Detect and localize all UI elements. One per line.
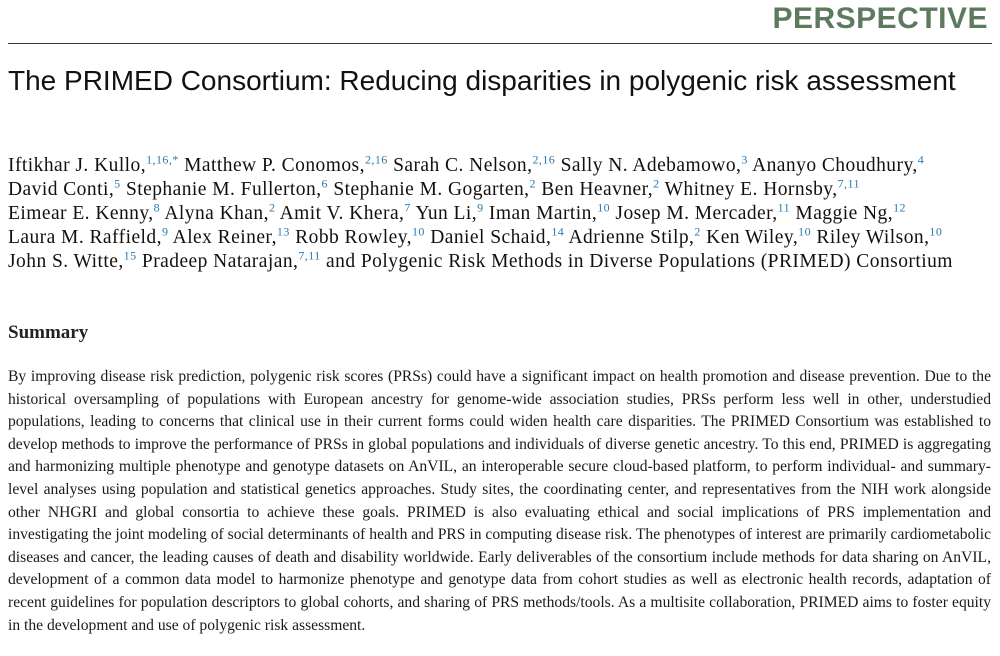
author-name: Ken Wiley,$^{10}$ (706, 224, 812, 248)
affiliation-superscript[interactable]: 1,16,* (146, 152, 179, 167)
consortium-name: and Polygenic Risk Methods in Diverse Populations (PRIMED) Consortium (326, 251, 953, 272)
affiliation-superscript[interactable]: 2 (529, 176, 536, 191)
header-divider (8, 43, 992, 44)
author-list (8, 154, 993, 274)
author-name: Pradeep Natarajan,$^{7,11}$ (141, 248, 321, 272)
affiliation-superscript[interactable]: 2 (653, 176, 660, 191)
affiliation-superscript[interactable]: 10 (597, 200, 611, 215)
affiliation-superscript[interactable]: 10 (411, 224, 425, 239)
author-name: Iman Martin,$^{10}$ (488, 200, 611, 224)
affiliation-superscript[interactable]: 7,11 (298, 248, 321, 263)
affiliation-superscript[interactable]: 2 (268, 200, 276, 215)
summary-heading: Summary (8, 322, 89, 343)
author-name: Ananyo Choudhury,$^4$ (752, 152, 925, 176)
author-name: Alyna Khan,$^2$ (164, 200, 276, 224)
author-name: Sally N. Adebamowo,$^3$ (560, 152, 748, 176)
author-name: John S. Witte,$^{15}$ (8, 248, 137, 272)
author-name: Ben Heavner,$^2$ (541, 176, 660, 200)
affiliation-superscript[interactable]: 8 (153, 200, 161, 215)
affiliation-superscript[interactable]: 11 (777, 200, 791, 215)
author-name: Robb Rowley,$^{10}$ (295, 224, 425, 248)
affiliation-superscript[interactable]: 12 (893, 200, 906, 215)
affiliation-superscript[interactable]: 15 (123, 248, 137, 263)
author-name: Daniel Schaid,$^{14}$ (430, 224, 565, 248)
article-title: The PRIMED Consortium: Reducing disparities in polygenic risk assessment (8, 65, 956, 96)
author-name: Riley Wilson,$^{10}$ (816, 224, 943, 248)
affiliation-superscript[interactable]: 7,11 (837, 176, 860, 191)
author-name: Stephanie M. Gogarten,$^2$ (333, 176, 536, 200)
author-name: Eimear E. Kenny,$^8$ (8, 200, 161, 224)
author-name: Josep M. Mercader,$^{11}$ (615, 200, 791, 224)
author-name: Matthew P. Conomos,$^{2,16}$ (184, 152, 388, 176)
affiliation-superscript[interactable]: 10 (929, 224, 943, 239)
affiliation-superscript[interactable]: 14 (551, 224, 565, 239)
author-name: Alex Reiner,$^{13}$ (172, 224, 290, 248)
affiliation-superscript[interactable]: 7 (404, 200, 411, 215)
author-name: David Conti,$^5$ (8, 176, 121, 200)
affiliation-superscript[interactable]: 2 (694, 224, 701, 239)
author-name: Laura M. Raffield,$^9$ (8, 224, 169, 248)
affiliation-superscript[interactable]: 5 (114, 176, 121, 191)
author-name: Adrienne Stilp,$^2$ (568, 224, 701, 248)
affiliation-superscript[interactable]: 6 (321, 176, 328, 191)
author-name: Sarah C. Nelson,$^{2,16}$ (393, 152, 556, 176)
affiliation-superscript[interactable]: 10 (798, 224, 812, 239)
author-name: Maggie Ng,$^{12}$ (795, 200, 906, 224)
affiliation-superscript[interactable]: 13 (276, 224, 290, 239)
author-name: Yun Li,$^9$ (415, 200, 484, 224)
author-name: Stephanie M. Fullerton,$^6$ (125, 176, 328, 200)
summary-text: By improving disease risk prediction, polygenic risk scores (PRSs) could have a significant impact on health promotion and disease prevention. Due to the historical oversampling of populations with European ancestry for genome-wide association studies, PRSs perform less well in other, understudied populations, leading to concerns that clinical use in their current forms could widen health care disparities. The PRIMED Consortium was established to develop methods to improve the performance of PRSs in global populations and individuals of diverse genetic ancestry. To this end, PRIMED is aggregating and harmonizing multiple phenotype and genotype datasets on AnVIL, an interoperable secure cloud-based platform, to perform individual- and summary-level analyses using population and statistical genetics approaches. Study sites, the coordinating center, and representatives from the NIH work alongside other NHGRI and global consortia to achieve these goals. PRIMED is also evaluating ethical and social implications of PRS implementation and investigating the joint modeling of social determinants of health and PRS in computing disease risk. The phenotypes of interest are primarily cardiometabolic diseases and cancer, the leading causes of death and disability worldwide. Early deliverables of the consortium include methods for data sharing on AnVIL, development of a common data model to harmonize phenotype and genotype data from cohort studies as well as electronic health records, adaptation of recent guidelines for population descriptors to global cohorts, and sharing of PRS methods/tools. As a multisite collaboration, PRIMED aims to foster equity in the development and use of polygenic risk assessment. (8, 368, 991, 634)
affiliation-superscript[interactable]: 2,16 (364, 152, 388, 167)
author-name: Whitney E. Hornsby,$^{7,11}$ (664, 176, 860, 200)
article-type-label: PERSPECTIVE (772, 2, 988, 35)
affiliation-superscript[interactable]: 4 (917, 152, 925, 167)
author-name: Iftikhar J. Kullo,$^{1,16,*}$ (8, 152, 179, 176)
affiliation-superscript[interactable]: 2,16 (532, 152, 556, 167)
affiliation-superscript[interactable]: 9 (477, 200, 484, 215)
affiliation-superscript[interactable]: 9 (161, 224, 169, 239)
affiliation-superscript[interactable]: 3 (741, 152, 748, 167)
author-name: Amit V. Khera,$^7$ (279, 200, 411, 224)
